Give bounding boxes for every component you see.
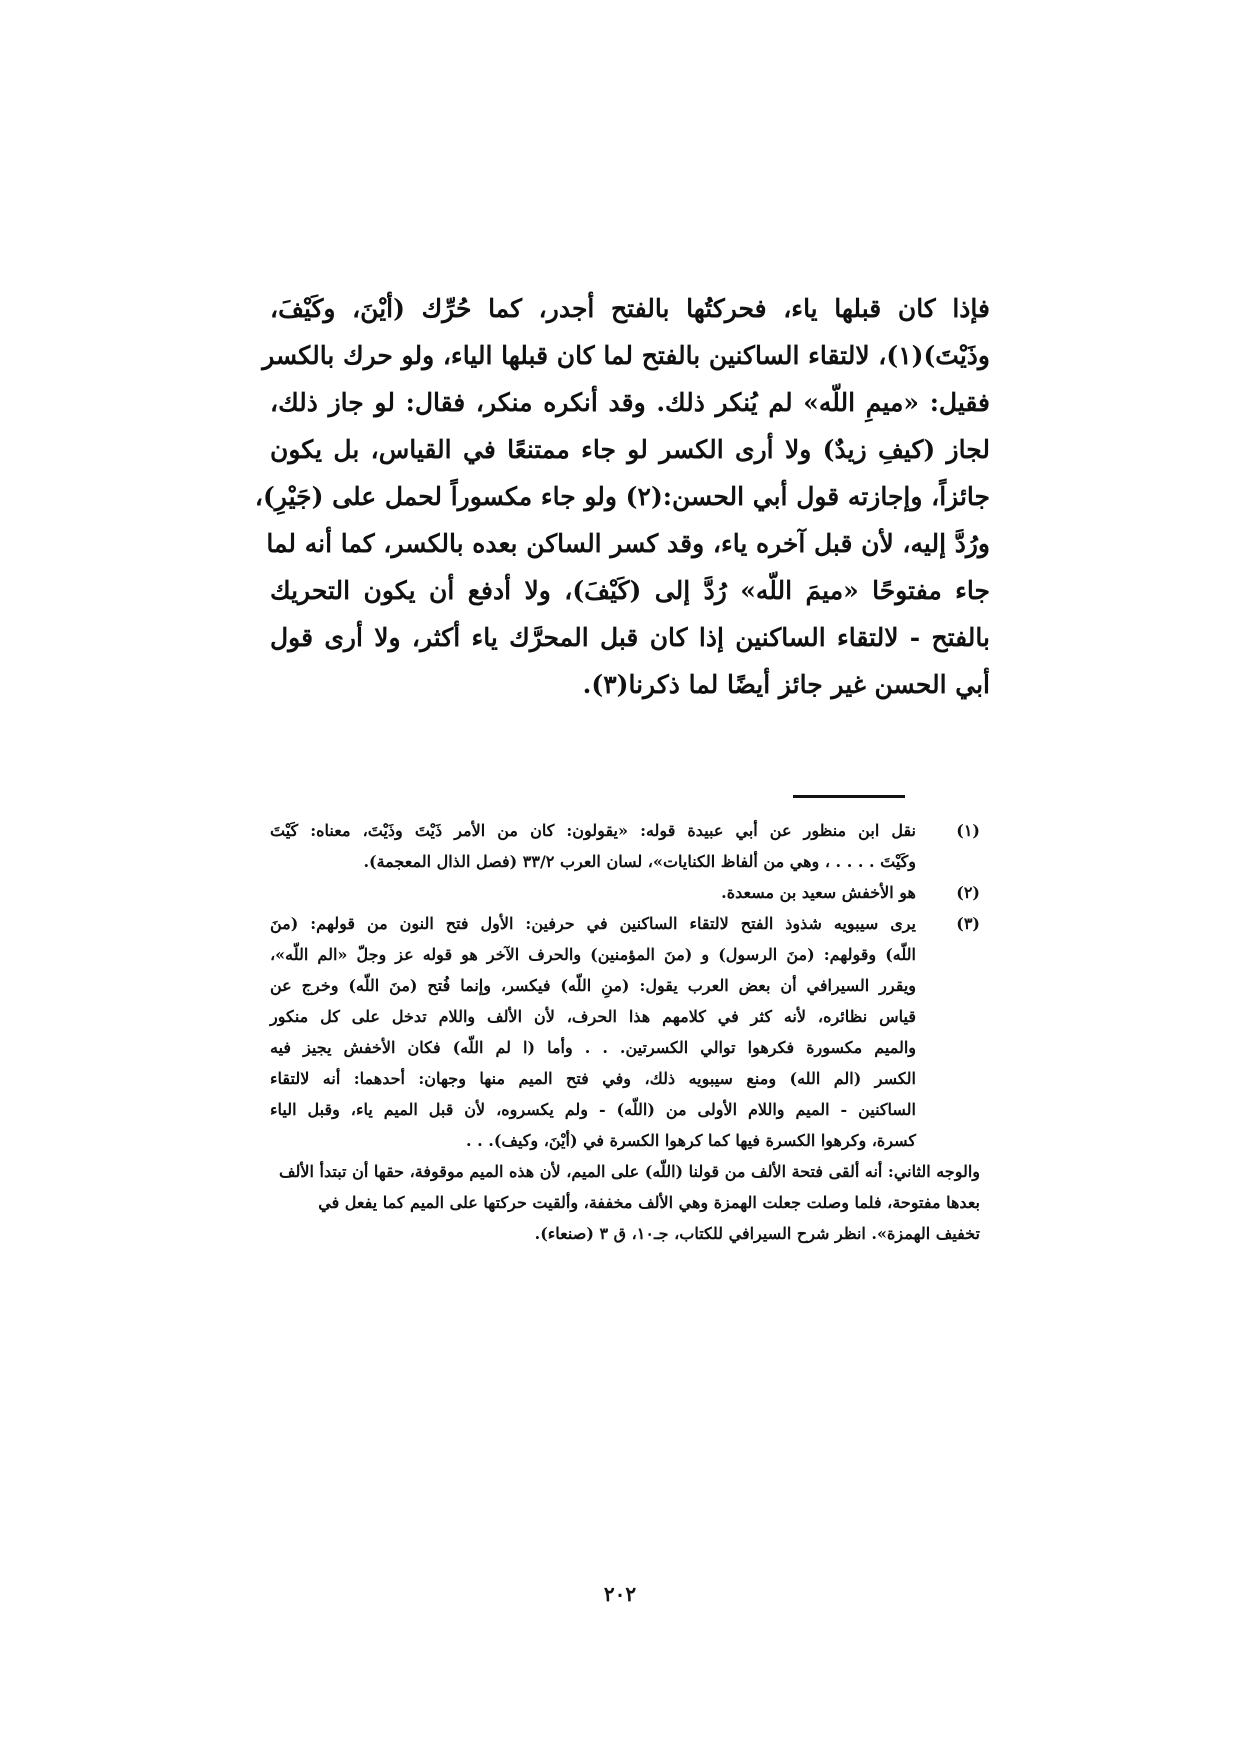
footnote-line: وكَيْتَ . . . . ، وهي من ألفاظ الكنايات»، لسان العرب ٣٣/٢ (فصل الذال المعجمة). (363, 852, 916, 871)
main-text-line: أبي الحسن غير جائز أيضًا لما ذكرنا(٣). (582, 670, 990, 699)
main-text-line: بالفتح - لالتقاء الساكنين إذا كان قبل المحرَّك ياء أكثر، ولا أرى قول (270, 623, 990, 652)
footnote-line: مخففة، وألقيت حركتها على الميم كما يفعل في تخفيف الهمزة». انظر شرح السيرافي (318, 1193, 980, 1243)
footnote-3 (270, 908, 980, 1156)
footnotes-block (270, 815, 980, 1249)
footnote-line: نقل ابن منظور عن أبي عبيدة قوله: «يقولون: كان من الأمر ذَيْتَ وذَيْتَ، معناه: كَيْتَ (270, 821, 916, 840)
footnote-line: للكتاب، جـ١٠، ق ٣ (صنعاء). (534, 1224, 724, 1243)
main-text-line: فقيل: «ميمِ اللّه» لم يُنكر ذلك. وقد أنكره منكر، فقال: لو جاز ذلك، (270, 388, 990, 417)
footnote-2 (270, 877, 980, 908)
main-text-block (254, 285, 990, 708)
main-text-line: ورُدَّ إليه، لأن قبل آخره ياء، وقد كسر الساكن بعده بالكسر، كما أنه لما (266, 529, 990, 558)
footnote-line: اللّه) وقولهم: (منَ الرسول) و (منَ المؤمنين) والحرف الآخر هو قوله عز وجلّ «الم اللّه»، (270, 945, 916, 964)
footnote-line: ويقرر السيرافي أن بعض العرب يقول: (منِ اللّه) فيكسر، وإنما فُتح (منَ اللّه) وخرج عن (270, 976, 916, 995)
main-text-line: وذَيْتَ)(١)، لالتقاء الساكنين بالفتح لما كان قبلها الياء، ولو حرك بالكسر (262, 341, 990, 370)
footnote-number: (١) (956, 821, 980, 840)
footnote-line: والميم مكسورة فكرهوا توالي الكسرتين. . . وأما (ا لم اللّه) فكان الأخفش يجيز فيه (270, 1038, 916, 1057)
footnote-line: الساكنين - الميم واللام الأولى من (اللّه) - ولم يكسروه، لأن قبل الميم ياء، وقبل الياء (270, 1100, 916, 1119)
footnote-line: كسرة، وكرهوا الكسرة فيها كما كرهوا الكسرة في (أيْنَ، وكيف). . . (465, 1131, 916, 1150)
footnote-line: الكسر (الم الله) ومنع سيبويه ذلك، وفي فتح الميم منها وجهان: أحدهما: أنه لالتقاء (270, 1069, 917, 1088)
footnote-number: (٢) (956, 883, 980, 902)
footnote-separator (793, 795, 905, 798)
main-text-line: جائزاً، وإجازته قول أبي الحسن:(٢) ولو جاء مكسوراً لحمل على (جَيْرِ)، (254, 482, 990, 511)
footnote-line: قياس نظائره، لأنه كثر في كلامهم هذا الحرف، لأن الألف واللام تدخل على كل منكور (270, 1007, 916, 1026)
page-number: ٢٠٢ (603, 1582, 637, 1606)
main-text-line: لجاز (كيفِ زيدٌ) ولا أرى الكسر لو جاء ممتنعًا في القياس، بل يكون (270, 435, 990, 464)
footnote-number: (٣) (956, 914, 980, 933)
footnote-line: موقوفة، حقها أن تبتدأ الألف بعدها مفتوحة، فلما وصلت جعلت الهمزة وهي الألف (278, 1162, 980, 1212)
main-text-line: جاء مفتوحًا «ميمَ اللّه» رُدَّ إلى (كَيْفَ)، ولا أدفع أن يكون التحريك (270, 576, 990, 605)
footnote-line: يرى سيبويه شذوذ الفتح لالتقاء الساكنين في حرفين: الأول فتح النون من قولهم: (منَ (270, 914, 916, 933)
main-text-line: فإذا كان قبلها ياء، فحركتُها بالفتح أجدر، كما حُرِّك (أيْنَ، وكَيْفَ، (270, 294, 990, 323)
footnote-1 (270, 815, 980, 877)
footnote-line: والوجه الثاني: أنه ألقى فتحة الألف من قولنا (اللّه) على الميم، لأن هذه الميم (469, 1162, 980, 1181)
footnote-line: هو الأخفش سعيد بن مسعدة. (721, 883, 916, 902)
footnote-3-continuation (270, 1156, 980, 1249)
